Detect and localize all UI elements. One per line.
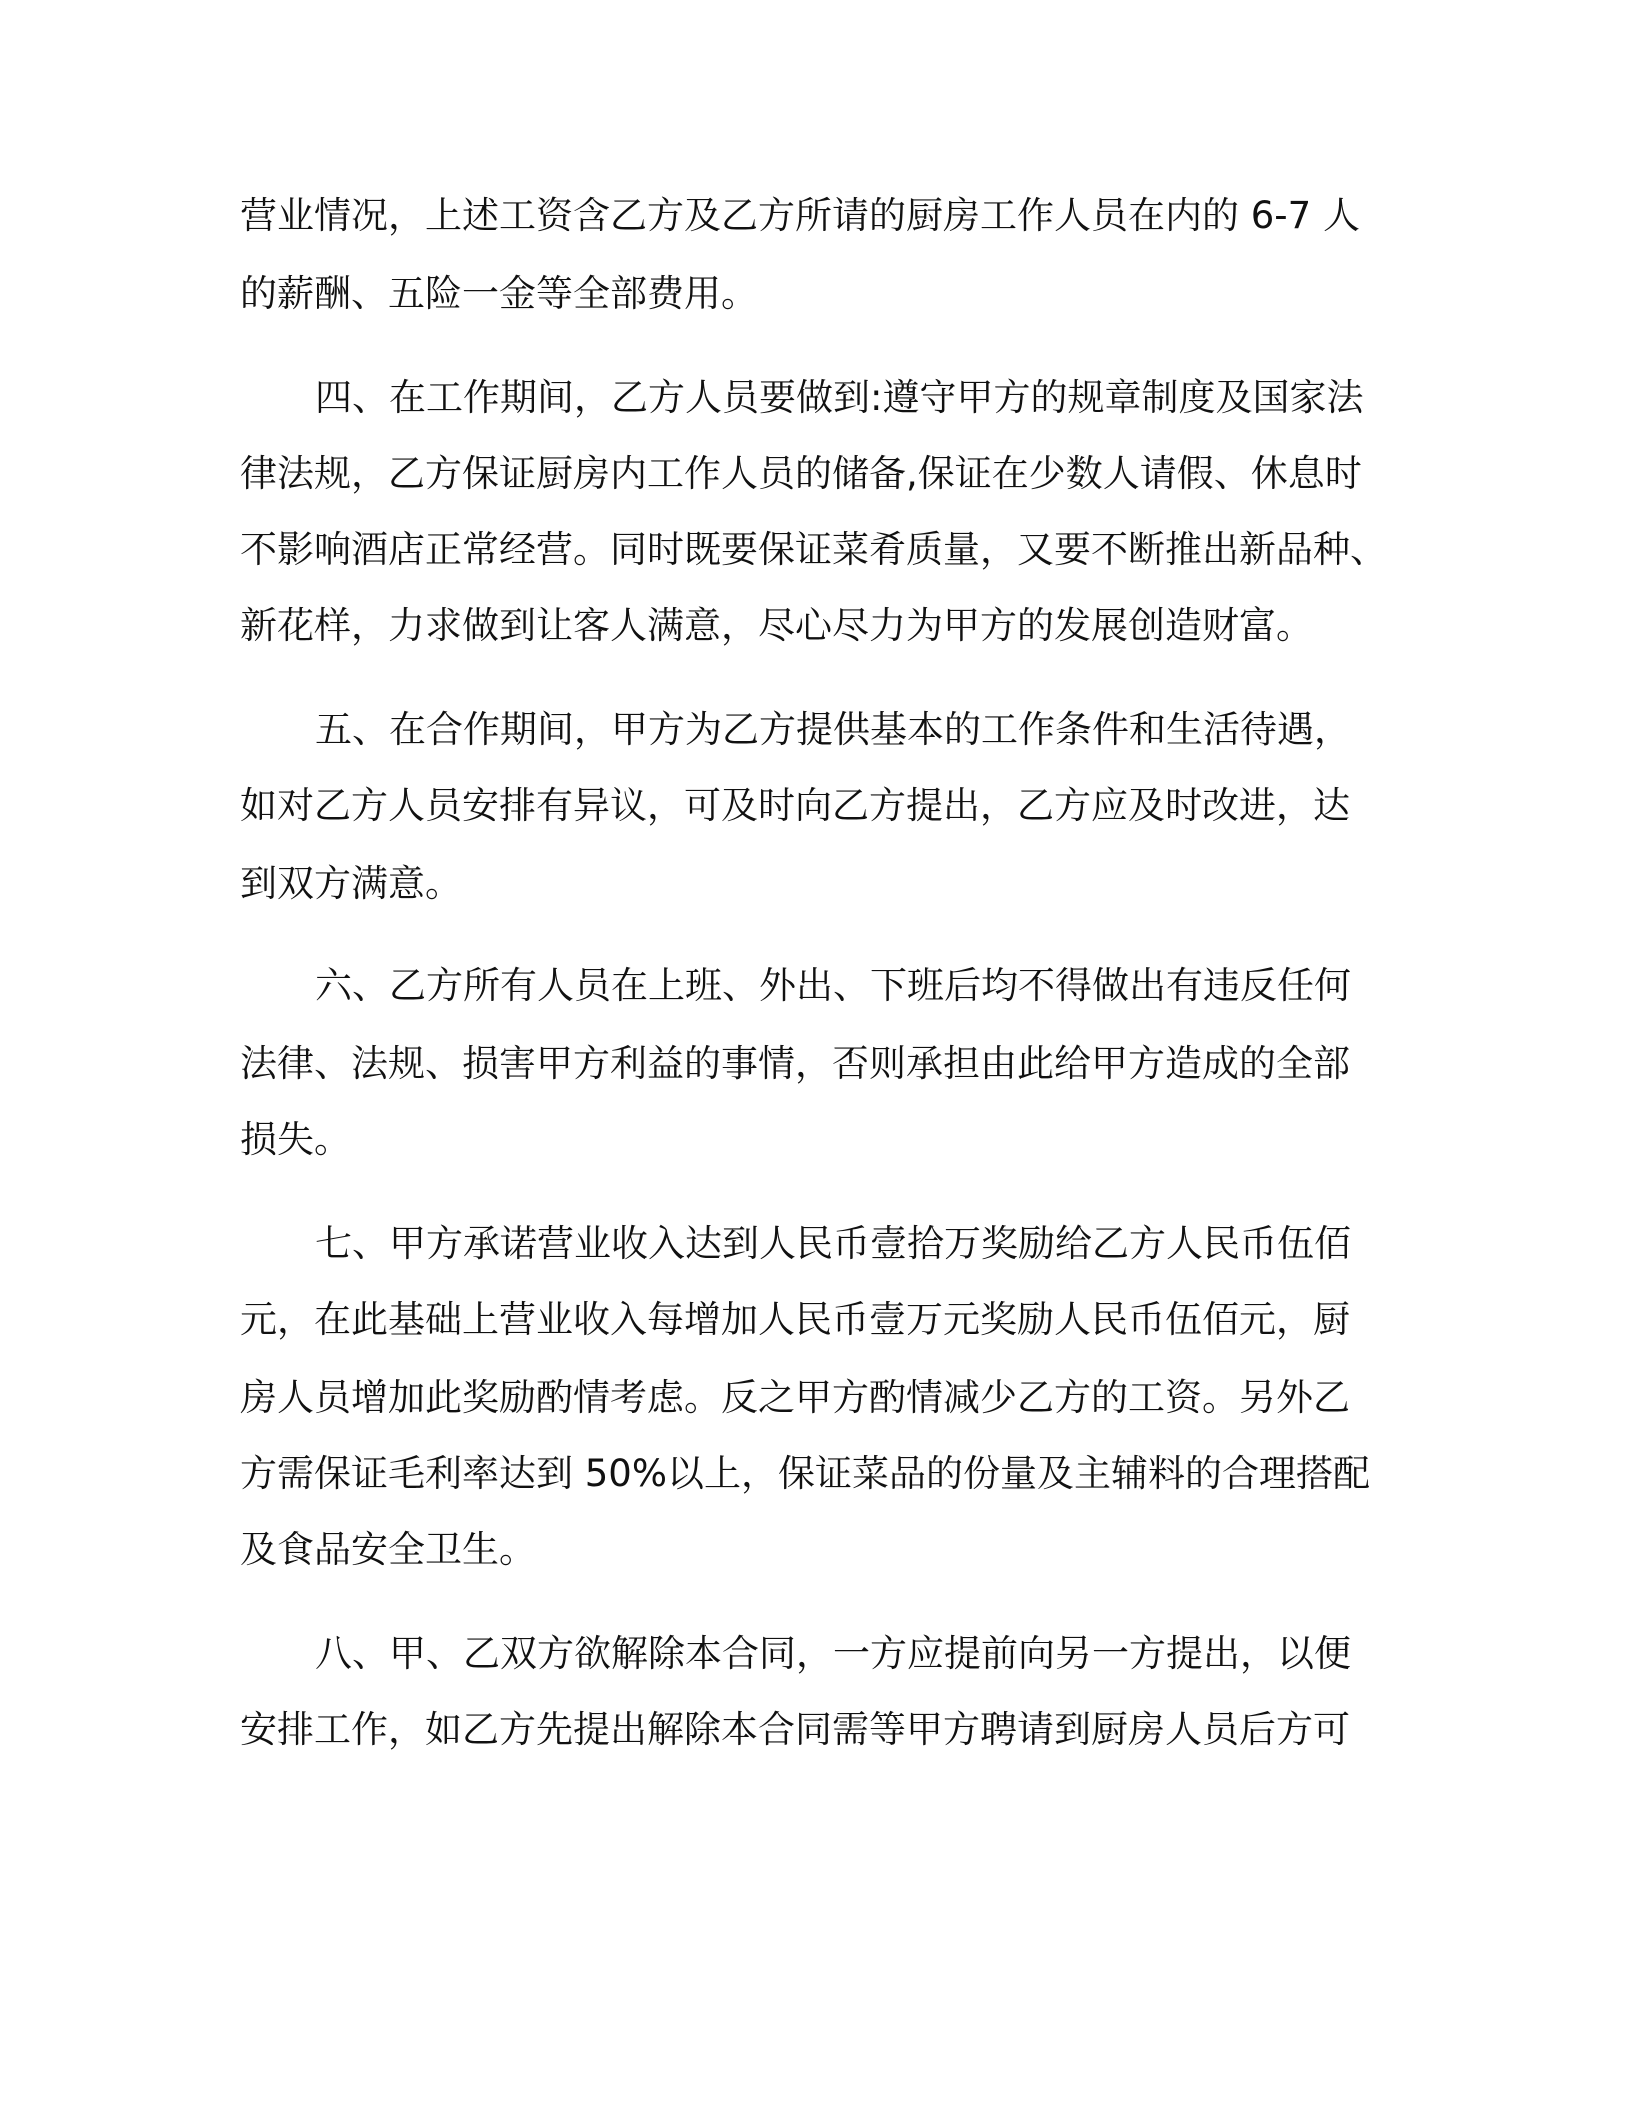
paragraph-5-line: 五、在合作期间，甲方为乙方提供基本的工作条件和生活待遇， — [315, 708, 1351, 751]
text-line: 律法规，乙方保证厨房内工作人员的储备,保证在少数人请假、休息时 — [240, 452, 1362, 495]
text-line: 营业情况，上述工资含乙方及乙方所请的厨房工作人员在内的 6-7 人 — [240, 194, 1360, 237]
text-line: 安排工作，如乙方先提出解除本合同需等甲方聘请到厨房人员后方可 — [240, 1708, 1350, 1751]
text-line: 损失。 — [240, 1118, 351, 1161]
text-line: 法律、法规、损害甲方利益的事情，否则承担由此给甲方造成的全部 — [240, 1042, 1350, 1085]
text-line: 如对乙方人员安排有异议，可及时向乙方提出，乙方应及时改进，达 — [240, 784, 1350, 827]
text-line: 到双方满意。 — [240, 862, 462, 905]
text-line: 及食品安全卫生。 — [240, 1528, 536, 1571]
text-line: 的薪酬、五险一金等全部费用。 — [240, 272, 758, 315]
text-line: 新花样，力求做到让客人满意，尽心尽力为甲方的发展创造财富。 — [240, 604, 1313, 647]
paragraph-6-line: 六、乙方所有人员在上班、外出、下班后均不得做出有违反任何 — [315, 964, 1351, 1007]
text-line: 方需保证毛利率达到 50%以上，保证菜品的份量及主辅料的合理搭配 — [240, 1452, 1370, 1495]
paragraph-8-line: 八、甲、乙双方欲解除本合同，一方应提前向另一方提出，以便 — [315, 1632, 1351, 1675]
text-line: 元，在此基础上营业收入每增加人民币壹万元奖励人民币伍佰元，厨 — [240, 1298, 1350, 1341]
paragraph-4-line: 四、在工作期间，乙方人员要做到:遵守甲方的规章制度及国家法 — [315, 376, 1364, 419]
text-line: 房人员增加此奖励酌情考虑。反之甲方酌情减少乙方的工资。另外乙 — [240, 1376, 1350, 1419]
paragraph-7-line: 七、甲方承诺营业收入达到人民币壹拾万奖励给乙方人民币伍佰 — [315, 1222, 1351, 1265]
text-line: 不影响酒店正常经营。同时既要保证菜肴质量，又要不断推出新品种、 — [240, 528, 1387, 571]
